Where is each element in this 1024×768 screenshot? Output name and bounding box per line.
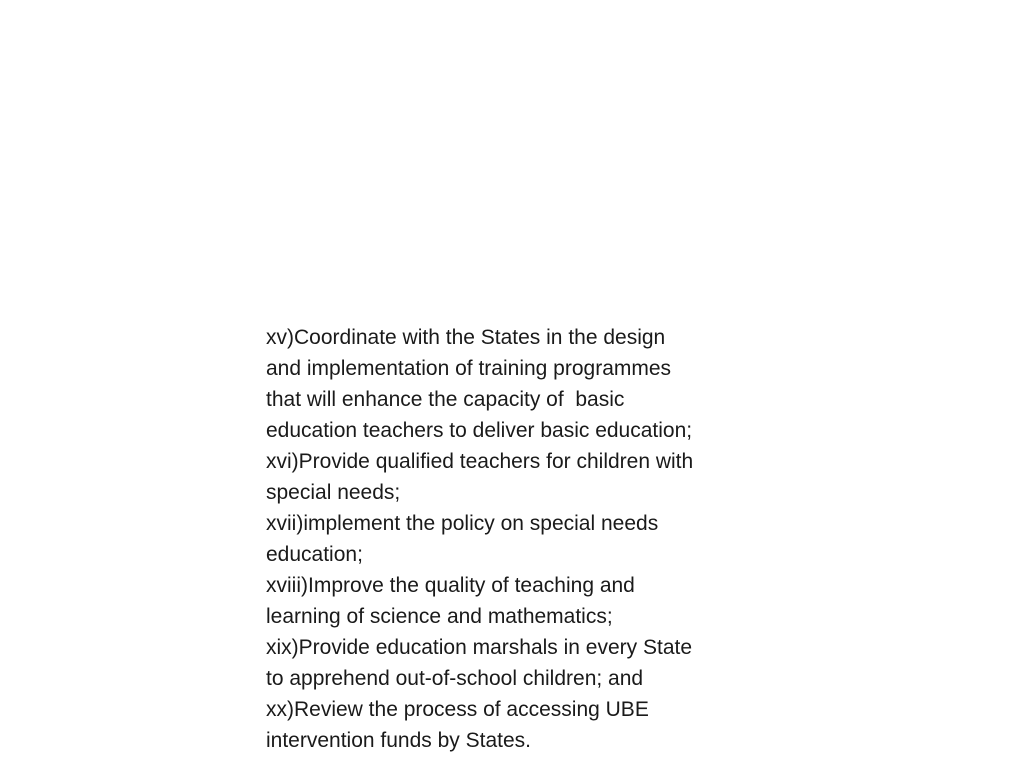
list-item-line: xviii)Improve the quality of teaching and: [266, 574, 635, 597]
list-item-line: special needs;: [266, 481, 401, 504]
list-item-xvi: [266, 446, 766, 508]
list-item-line: xx)Review the process of accessing UBE: [266, 698, 649, 721]
list-item-xix: [266, 632, 766, 694]
slide-body-text: [266, 322, 766, 756]
list-item-line: and implementation of training programmes: [266, 357, 672, 380]
list-item-line: education;: [266, 543, 363, 566]
list-item-line: intervention funds by States.: [266, 729, 531, 752]
list-item-xvii: [266, 508, 766, 570]
list-item-line: xv)Coordinate with the States in the design: [266, 326, 666, 349]
list-item-xviii: [266, 570, 766, 632]
list-item-line: education teachers to deliver basic education;: [266, 419, 693, 442]
list-item-line: learning of science and mathematics;: [266, 605, 613, 628]
list-item-line: xvi)Provide qualified teachers for children with: [266, 450, 694, 473]
list-item-line: xvii)implement the policy on special needs: [266, 512, 659, 535]
list-item-xx: [266, 694, 766, 756]
list-item-xv: [266, 322, 766, 446]
list-item-line: xix)Provide education marshals in every State: [266, 636, 693, 659]
list-item-line: that will enhance the capacity of basic: [266, 388, 625, 411]
list-item-line: to apprehend out-of-school children; and: [266, 667, 644, 690]
